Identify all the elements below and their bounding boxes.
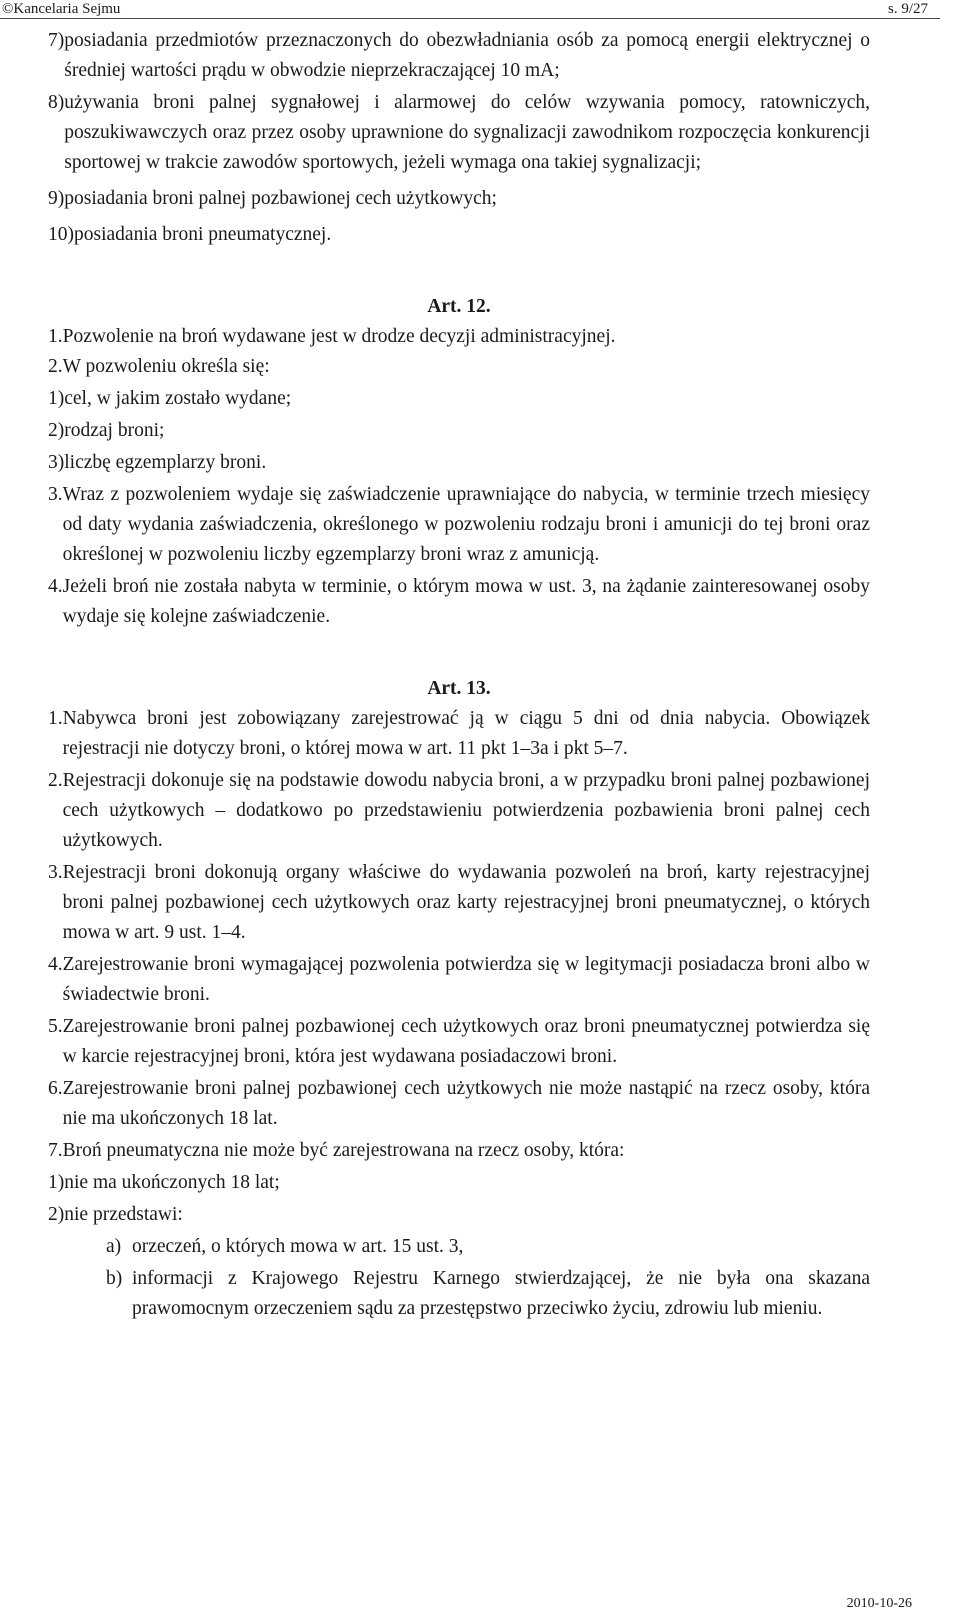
paragraph-text: Pozwolenie na broń wydawane jest w drodze decyzji administracyjnej.	[62, 326, 616, 347]
item-marker: 1)	[48, 1172, 65, 1193]
item-text: liczbę egzemplarzy broni.	[64, 452, 267, 473]
paragraph	[48, 480, 870, 570]
paragraph	[48, 572, 870, 632]
item-text: orzeczeń, o których mowa w art. 15 ust. 3,	[132, 1236, 464, 1257]
list-item	[48, 26, 870, 86]
nested-sublist	[48, 1232, 870, 1324]
list-item	[48, 1168, 870, 1198]
article-heading: Art. 12.	[427, 296, 491, 317]
paragraph-text: W pozwoleniu określa się:	[62, 356, 270, 377]
paragraph	[48, 950, 870, 1010]
paragraph-text: Zarejestrowanie broni palnej pozbawionej cech użytkowych oraz broni pneumatycznej potwierdza się w karcie rejestracyjnej broni, która jest wydawana posiadaczowi broni.	[62, 1016, 870, 1067]
list-item	[48, 88, 870, 178]
paragraph-marker: 6.	[48, 1078, 63, 1099]
paragraph-marker: 1.	[48, 326, 63, 347]
header-page-number: s. 9/27	[887, 1, 928, 17]
paragraph	[48, 322, 870, 352]
item-marker: 2)	[48, 420, 65, 441]
item-marker: 8)	[48, 92, 65, 113]
list-item	[48, 1200, 870, 1230]
item-marker: b)	[106, 1268, 123, 1289]
list-item	[106, 1264, 870, 1324]
paragraph-marker: 5.	[48, 1016, 63, 1037]
top-list	[48, 26, 870, 250]
paragraph-text: Broń pneumatyczna nie może być zarejestrowana na rzecz osoby, która:	[62, 1140, 625, 1161]
list-item	[48, 448, 870, 478]
item-text: posiadania broni palnej pozbawionej cech użytkowych;	[64, 188, 497, 209]
paragraph-marker: 2.	[48, 770, 63, 791]
paragraph	[48, 704, 870, 764]
footer-date: 2010-10-26	[846, 1596, 912, 1611]
header-copyright: ©Kancelaria Sejmu	[2, 1, 121, 17]
paragraph-text: Nabywca broni jest zobowiązany zarejestrować ją w ciągu 5 dni od dnia nabycia. Obowiązek rejestracji nie dotyczy broni, o której mowa w art. 11 pkt 1–3a i pkt 5–7.	[62, 708, 870, 759]
item-marker: 2)	[48, 1204, 65, 1225]
paragraph	[48, 766, 870, 856]
item-text: nie ma ukończonych 18 lat;	[64, 1172, 280, 1193]
paragraph	[48, 1074, 870, 1134]
item-text: cel, w jakim zostało wydane;	[64, 388, 292, 409]
paragraph-text: Wraz z pozwoleniem wydaje się zaświadczenie uprawniające do nabycia, w terminie trzech miesięcy od daty wydania zaświadczenia, określonego w pozwoleniu rodzaju broni i amunicji do tej broni oraz określonej w pozwoleniu liczby egzemplarzy broni wraz z amunicją.	[62, 484, 870, 565]
paragraph-marker: 4.	[48, 954, 63, 975]
paragraph-text: Rejestracji broni dokonują organy właściwe do wydawania pozwoleń na broń, karty rejestracyjnej broni palnej pozbawionej cech użytkowych oraz karty rejestracyjnej broni pneumatycznej, o których mowa w art. 9 ust. 1–4.	[62, 862, 870, 943]
article-heading: Art. 13.	[427, 678, 491, 699]
item-text: posiadania broni pneumatycznej.	[74, 224, 332, 245]
paragraph-marker: 3.	[48, 484, 63, 505]
item-marker: 10)	[48, 224, 74, 245]
paragraph-text: Rejestracji dokonuje się na podstawie dowodu nabycia broni, a w przypadku broni palnej pozbawionej cech użytkowych – dodatkowo po przedstawieniu potwierdzenia pozbawienia broni palnej cech użytkowych.	[62, 770, 870, 851]
list-item	[48, 384, 870, 414]
header-rule	[0, 18, 940, 19]
paragraph-sublist	[48, 384, 870, 478]
item-marker: 9)	[48, 188, 65, 209]
item-text: nie przedstawi:	[64, 1204, 183, 1225]
list-item	[106, 1232, 870, 1262]
item-marker: a)	[106, 1236, 122, 1257]
paragraph-text: Zarejestrowanie broni palnej pozbawionej cech użytkowych nie może nastąpić na rzecz osoby, która nie ma ukończonych 18 lat.	[62, 1078, 870, 1129]
paragraph-text: Zarejestrowanie broni wymagającej pozwolenia potwierdza się w legitymacji posiadacza broni albo w świadectwie broni.	[62, 954, 870, 1005]
paragraph	[48, 1136, 870, 1166]
list-item	[48, 416, 870, 446]
item-marker: 1)	[48, 388, 65, 409]
item-text: posiadania przedmiotów przeznaczonych do obezwładniania osób za pomocą energii elektrycznej o średniej wartości prądu w obwodzie nieprzekraczającej 10 mA;	[64, 30, 870, 81]
document-body	[48, 26, 870, 1324]
paragraph-marker: 3.	[48, 862, 63, 883]
item-text: używania broni palnej sygnałowej i alarmowej do celów wzywania pomocy, ratowniczych, poszukiwawczych oraz przez osoby uprawnione do sygnalizacji zawodnikom rozpoczęcia konkurencji sportowej w trakcie zawodów sportowych, jeżeli wymaga ona takiej sygnalizacji;	[64, 92, 870, 173]
paragraph	[48, 352, 870, 382]
item-text: informacji z Krajowego Rejestru Karnego stwierdzającej, że nie była ona skazana prawomocnym orzeczeniem sądu za przestępstwo przeciwko życiu, zdrowiu lub mieniu.	[132, 1268, 870, 1319]
item-marker: 7)	[48, 30, 65, 51]
list-item	[48, 220, 870, 250]
paragraph-text: Jeżeli broń nie została nabyta w terminie, o którym mowa w ust. 3, na żądanie zainteresowanej osoby wydaje się kolejne zaświadczenie.	[62, 576, 870, 627]
list-item	[48, 184, 870, 214]
paragraph	[48, 858, 870, 948]
paragraph-marker: 4.	[48, 576, 63, 597]
paragraph-marker: 2.	[48, 356, 63, 377]
paragraph-sublist	[48, 1168, 870, 1324]
item-marker: 3)	[48, 452, 65, 473]
paragraph-marker: 7.	[48, 1140, 63, 1161]
paragraph	[48, 1012, 870, 1072]
item-text: rodzaj broni;	[64, 420, 165, 441]
paragraph-marker: 1.	[48, 708, 63, 729]
